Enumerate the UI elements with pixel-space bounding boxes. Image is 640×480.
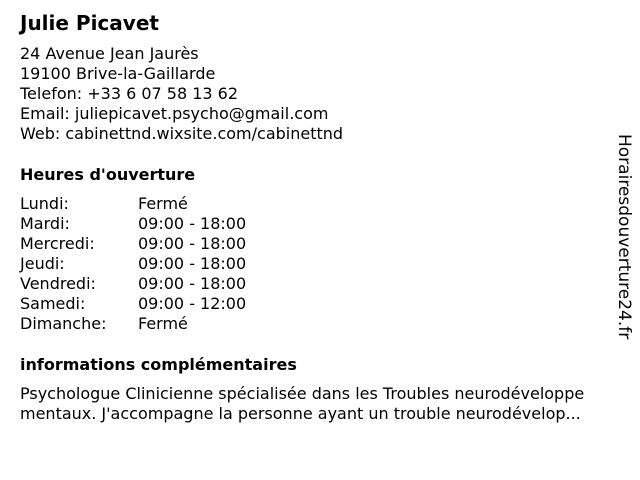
address-block: [20, 44, 620, 144]
hours-day: Vendredi:: [20, 274, 96, 293]
hours-time: 09:00 - 18:00: [138, 214, 247, 233]
website: Web: cabinettnd.wixsite.com/cabinettnd: [20, 124, 344, 143]
email: Email: juliepicavet.psycho@gmail.com: [20, 104, 329, 123]
hours-day: Lundi:: [20, 194, 69, 213]
hours-row: [20, 314, 620, 334]
business-card: [20, 10, 620, 424]
hours-day: Samedi:: [20, 294, 86, 313]
hours-time: 09:00 - 12:00: [138, 294, 247, 313]
site-watermark: Horairesdouverture24.fr: [614, 134, 634, 340]
info-line: Psychologue Clinicienne spécialisée dans les Troubles neurodéveloppe: [20, 384, 585, 403]
hours-time: Fermé: [138, 194, 188, 213]
hours-row: [20, 214, 620, 234]
hours-table: [20, 194, 620, 334]
hours-time: 09:00 - 18:00: [138, 274, 247, 293]
hours-time: Fermé: [138, 314, 188, 333]
city: 19100 Brive-la-Gaillarde: [20, 64, 216, 83]
hours-time: 09:00 - 18:00: [138, 234, 247, 253]
hours-row: [20, 274, 620, 294]
info-title: informations complémentaires: [20, 355, 297, 374]
info-line: mentaux. J'accompagne la personne ayant un trouble neurodévelop...: [20, 404, 581, 423]
hours-row: [20, 254, 620, 274]
info-description: [20, 384, 632, 424]
hours-title: Heures d'ouverture: [20, 165, 196, 184]
hours-row: [20, 234, 620, 254]
hours-row: [20, 294, 620, 314]
hours-row: [20, 194, 620, 214]
hours-day: Mercredi:: [20, 234, 95, 253]
phone: Telefon: +33 6 07 58 13 62: [20, 84, 239, 103]
hours-time: 09:00 - 18:00: [138, 254, 247, 273]
hours-day: Dimanche:: [20, 314, 107, 333]
street-address: 24 Avenue Jean Jaurès: [20, 44, 199, 63]
business-name: Julie Picavet: [20, 11, 159, 35]
hours-day: Jeudi:: [20, 254, 65, 273]
hours-day: Mardi:: [20, 214, 70, 233]
